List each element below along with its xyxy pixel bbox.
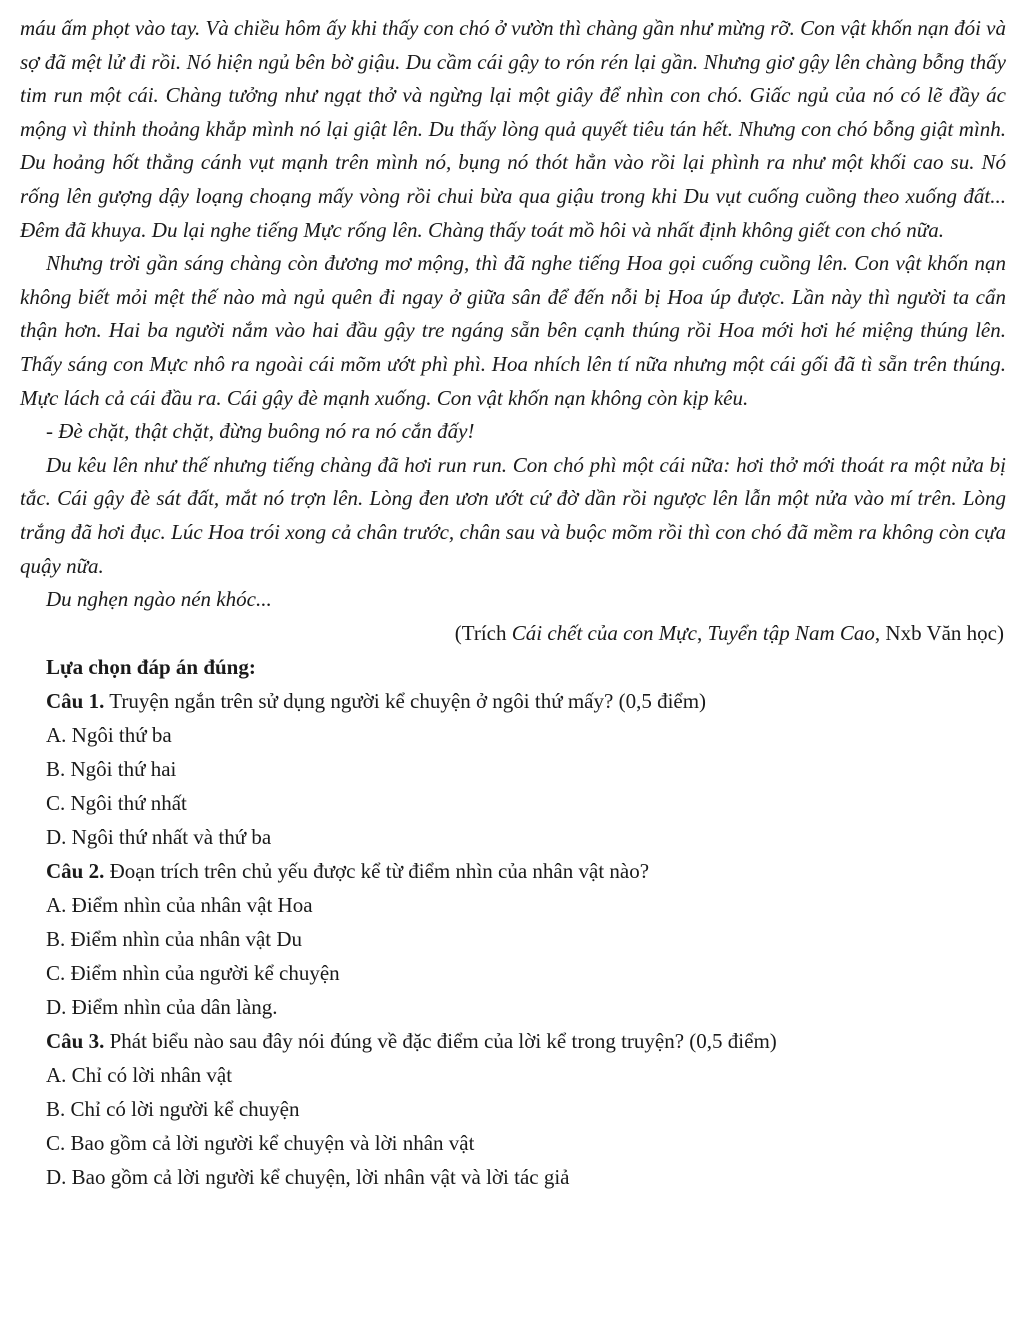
question-text: Truyện ngắn trên sử dụng người kể chuyện ở ngôi thứ mấy? (0,5 điểm) xyxy=(104,689,707,714)
question-text: Đoạn trích trên chủ yếu được kể từ điểm nhìn của nhân vật nào? xyxy=(104,859,650,884)
story-excerpt xyxy=(20,12,1006,617)
citation-story-title: Cái chết của con Mực xyxy=(511,620,697,645)
question-number: Câu 2. xyxy=(46,859,105,884)
question-text: Phát biểu nào sau đây nói đúng về đặc điểm của lời kể trong truyện? (0,5 điểm) xyxy=(104,1029,777,1054)
answer-option-c: C. Điểm nhìn của người kể chuyện xyxy=(46,961,340,986)
citation-suffix: , Nxb Văn học) xyxy=(874,620,1004,645)
passage-paragraph-1: máu ấm phọt vào tay. Và chiều hôm ấy khi thấy con chó ở vườn thì chàng gần như mừng rỡ. Con vật khốn nạn đói và sợ đã mệt lử đi rồi. Nó hiện ngủ bên bờ giậu. Du cầm cái gậy to rón rén lại gần. Nhưng giơ gậy lên chàng bỗng thấy tim run một cái. Chàng tưởng như ngạt thở và ngừng lại một giây để nhìn con chó. Giấc ngủ của nó có lẽ đầy ác mộng vì thỉnh thoảng khắp mình nó lại giật lên. Du thấy lòng quả quyết tiêu tán hết. Nhưng con chó bỗng giật mình. Du hoảng hốt thẳng cánh vụt mạnh trên mình nó, bụng nó thót hẳn vào rồi lại phình ra như một khối cao su. Nó rống lên gượng dậy loạng choạng mấy vòng rồi chui bừa qua giậu trong khi Du vụt cuống cuồng theo xuống đất... Đêm đã khuya. Du lại nghe tiếng Mực rống lên. Chàng thấy toát mồ hôi và nhất định không giết con chó nữa. xyxy=(20,16,1006,242)
passage-paragraph-4: Du nghẹn ngào nén khóc... xyxy=(46,587,272,612)
quiz-section xyxy=(20,650,1006,1194)
citation-collection-title: Tuyển tập Nam Cao xyxy=(707,620,875,645)
answer-option-b: B. Điểm nhìn của nhân vật Du xyxy=(46,927,303,952)
answer-option-a: A. Ngôi thứ ba xyxy=(46,723,172,748)
answer-option-d: D. Bao gồm cả lời người kể chuyện, lời nhân vật và lời tác giả xyxy=(46,1165,570,1190)
source-citation xyxy=(20,617,1006,651)
question-stem xyxy=(46,1024,1006,1058)
citation-separator: , xyxy=(696,620,708,645)
answer-option-d: D. Ngôi thứ nhất và thứ ba xyxy=(46,825,272,850)
answer-option-c: C. Bao gồm cả lời người kể chuyện và lời nhân vật xyxy=(46,1131,475,1156)
question-3 xyxy=(46,1024,1006,1194)
question-stem xyxy=(46,684,1006,718)
passage-paragraph-3: Du kêu lên như thế nhưng tiếng chàng đã hơi run run. Con chó phì một cái nữa: hơi thở mới thoát ra một nửa bị tắc. Cái gậy đè sát đất, mắt nó trợn lên. Lòng đen ươn ướt cứ đờ dần rồi ngược lên lẫn một nửa vào mí trên. Lòng trắng đã hơi đục. Lúc Hoa trói xong cả chân trước, chân sau và buộc mõm rồi thì con chó đã mềm ra không còn cựa quậy nữa. xyxy=(20,452,1006,578)
answer-option-b: B. Ngôi thứ hai xyxy=(46,757,177,782)
answer-option-d: D. Điểm nhìn của dân làng. xyxy=(46,995,278,1020)
answer-option-b: B. Chỉ có lời người kể chuyện xyxy=(46,1097,300,1122)
answer-option-c: C. Ngôi thứ nhất xyxy=(46,791,187,816)
passage-dialogue-line: - Đè chặt, thật chặt, đừng buông nó ra nó cắn đấy! xyxy=(46,419,475,444)
question-1 xyxy=(46,684,1006,854)
question-number: Câu 3. xyxy=(46,1029,105,1054)
question-number: Câu 1. xyxy=(46,689,105,714)
citation-prefix: (Trích xyxy=(454,620,512,645)
question-2 xyxy=(46,854,1006,1024)
answer-option-a: A. Chỉ có lời nhân vật xyxy=(46,1063,233,1088)
passage-paragraph-2: Nhưng trời gần sáng chàng còn đương mơ mộng, thì đã nghe tiếng Hoa gọi cuống cuồng lên. Con vật khốn nạn không biết mỏi mệt thế nào mà ngủ quên đi ngay ở giữa sân để đến nỗi bị Hoa úp được. Lần này thì người ta cẩn thận hơn. Hai ba người nắm vào hai đầu gậy tre ngáng sẵn bên cạnh thúng rồi Hoa mới hơi hé miệng thúng lên. Thấy sáng con Mực nhô ra ngoài cái mõm ướt phì phì. Hoa nhích lên tí nữa nhưng một cái gối đã tì sẵn trên thúng. Mực lách cả cái đầu ra. Cái gậy đè mạnh xuống. Con vật khốn nạn không còn kịp kêu. xyxy=(20,251,1006,410)
question-stem xyxy=(46,854,1006,888)
quiz-heading: Lựa chọn đáp án đúng: xyxy=(46,655,256,680)
answer-option-a: A. Điểm nhìn của nhân vật Hoa xyxy=(46,893,313,918)
